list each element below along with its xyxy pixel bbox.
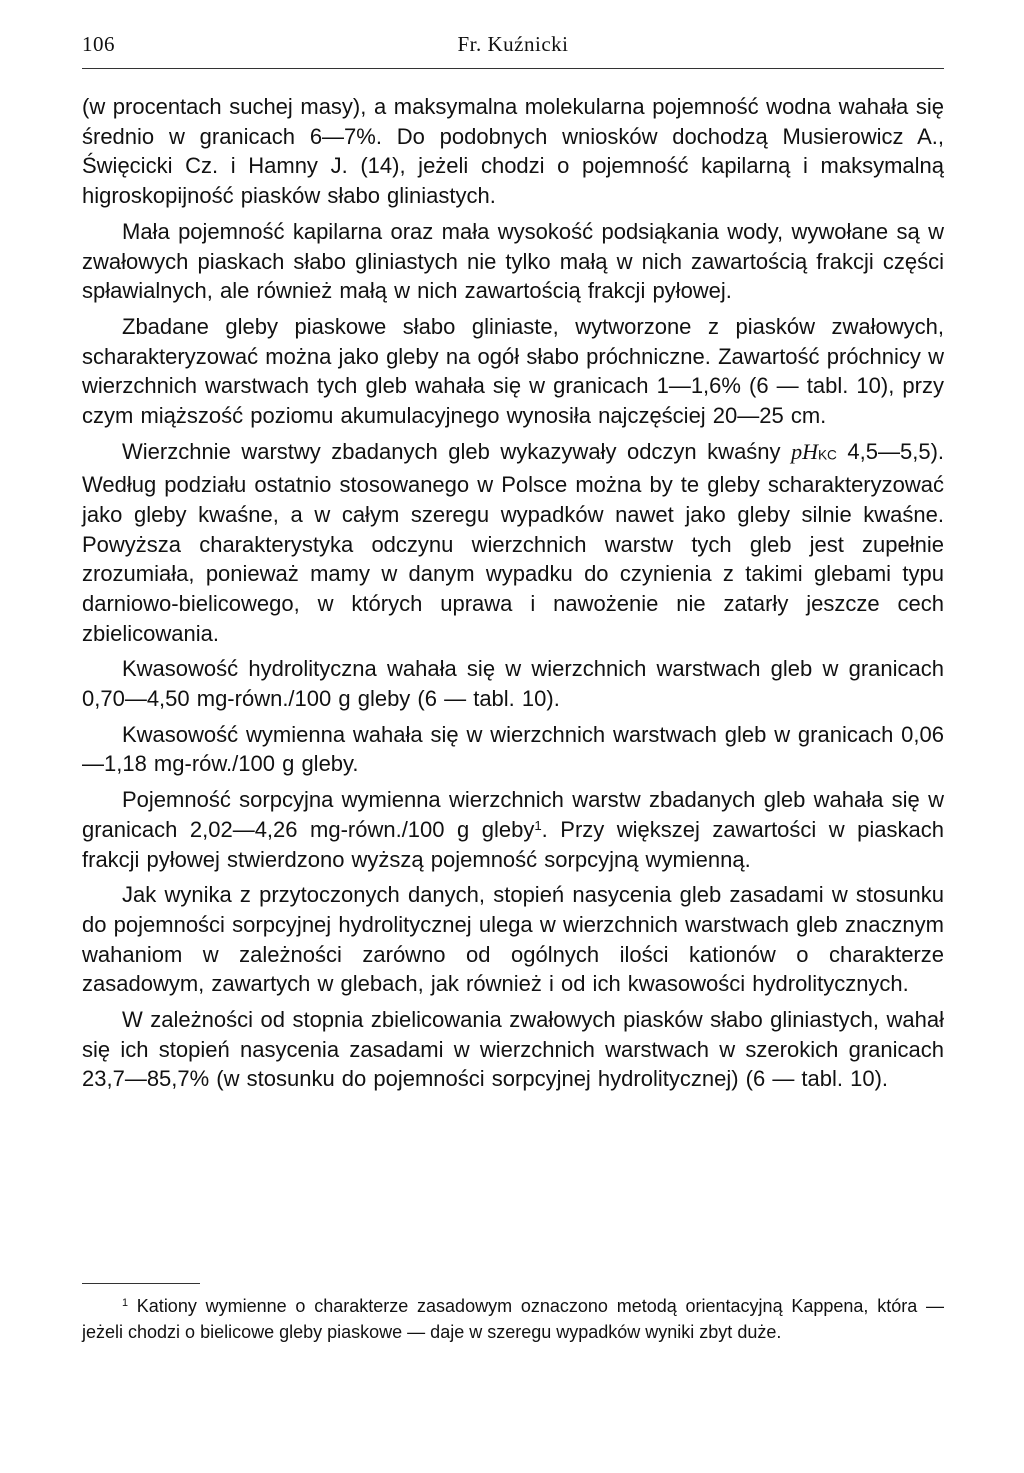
page-header — [82, 28, 944, 64]
paragraph-4 — [82, 437, 944, 649]
paragraph-4-text-start: Wierzchnie warstwy zbadanych gleb wykazywały odczyn kwaśny — [122, 438, 792, 464]
ph-subscript: KC — [817, 447, 837, 463]
running-head: Fr. Kuźnicki — [457, 32, 569, 56]
paragraph-6: Kwasowość wymienna wahała się w wierzchnich warstwach gleb w granicach 0,06—1,18 mg-rów./100 g gleby. — [82, 721, 944, 777]
footnote-text — [82, 1294, 944, 1345]
header-rule — [82, 68, 944, 69]
paragraph-8: Jak wynika z przytoczonych danych, stopień nasycenia gleb zasadami w stosunku do pojemności sorpcyjnej hydrolitycznej ulega w wierzchnich warstwach gleb znacznym wahaniom w zależności zarówno od ogólnych ilości kationów o charakterze zasadowym, zawartych w glebach, jak również i od ich kwasowości hydrolitycznych. — [82, 882, 944, 997]
footnote — [82, 1294, 944, 1345]
footnote-body: Kationy wymienne o charakterze zasadowym oznaczono metodą orientacyjną Kappena, która — jeżeli chodzi o bielicowe gleby piaskowe — daje w szeregu wypadków wyniki zbyt duże. — [82, 1296, 944, 1342]
footnote-rule — [82, 1283, 200, 1284]
paragraph-7-text-start: Pojemność sorpcyjna wymienna wierzchnich warstw zbadanych gleb wahała się w granicach 2,02—4,26 mg-równ./100 g gleby — [82, 787, 944, 842]
footnote-reference: 1 — [534, 817, 542, 833]
paragraph-2: Mała pojemność kapilarna oraz mała wysokość podsiąkania wody, wywołane są w zwałowych piaskach słabo gliniastych nie tylko małą w nich zawartością frakcji części spławialnych, ale również małą w nich zawartością frakcji pyłowej. — [82, 218, 944, 304]
ph-symbol: pH — [791, 438, 818, 464]
paragraph-7-text-end: . Przy większej zawartości w piaskach frakcji pyłowej stwierdzono wyższą pojemność sorpcyjną wymienną. — [82, 816, 944, 872]
paragraph-1: (w procentach suchej masy), a maksymalna molekularna pojemność wodna wahała się średnio w granicach 6—7%. Do podobnych wniosków dochodzą Musierowicz A., Święcicki Cz. i Hamny J. (14), jeżeli chodzi o pojemność kapilarną i maksymalną higroskopijność piasków słabo gliniastych. — [82, 94, 944, 209]
body-text — [82, 92, 944, 1100]
paragraph-9: W zależności od stopnia zbielicowania zwałowych piasków słabo gliniastych, wahał się ich stopień nasycenia zasadami w wierzchnich warstwach w szerokich granicach 23,7—85,7% (w stosunku do pojemności sorpcyjnej hydrolitycznej) (6 — tabl. 10). — [82, 1007, 944, 1092]
paragraph-4-text-end: 4,5—5,5). Według podziału ostatnio stosowanego w Polsce można by te gleby scharakteryzować jako gleby kwaśne, a w całym szeregu wypadków nawet jako gleby silnie kwaśne. Powyższa charakterystyka odczynu wierzchnich warstw tych gleb jest zupełnie zrozumiała, ponieważ mamy w danym wypadku do czynienia z takimi glebami typu darniowo-bielicowego, w których uprawa i nawożenie nie zatarły jeszcze cech zbielicowania. — [82, 438, 945, 646]
footnote-marker: 1 — [122, 1297, 129, 1310]
paragraph-3: Zbadane gleby piaskowe słabo gliniaste, wytworzone z piasków zwałowych, scharakteryzować można jako gleby na ogół słabo próchniczne. Zawartość próchnicy w wierzchnich warstwach tych gleb wahała się w granicach 1—1,6% (6 — tabl. 10), przy czym miąższość poziomu akumulacyjnego wynosiła najczęściej 20—25 cm. — [82, 313, 944, 429]
paragraph-5: Kwasowość hydrolityczna wahała się w wierzchnich warstwach gleb w granicach 0,70—4,50 mg-równ./100 g gleby (6 — tabl. 10). — [82, 656, 944, 712]
page-number: 106 — [82, 32, 115, 56]
paragraph-7 — [82, 785, 944, 874]
